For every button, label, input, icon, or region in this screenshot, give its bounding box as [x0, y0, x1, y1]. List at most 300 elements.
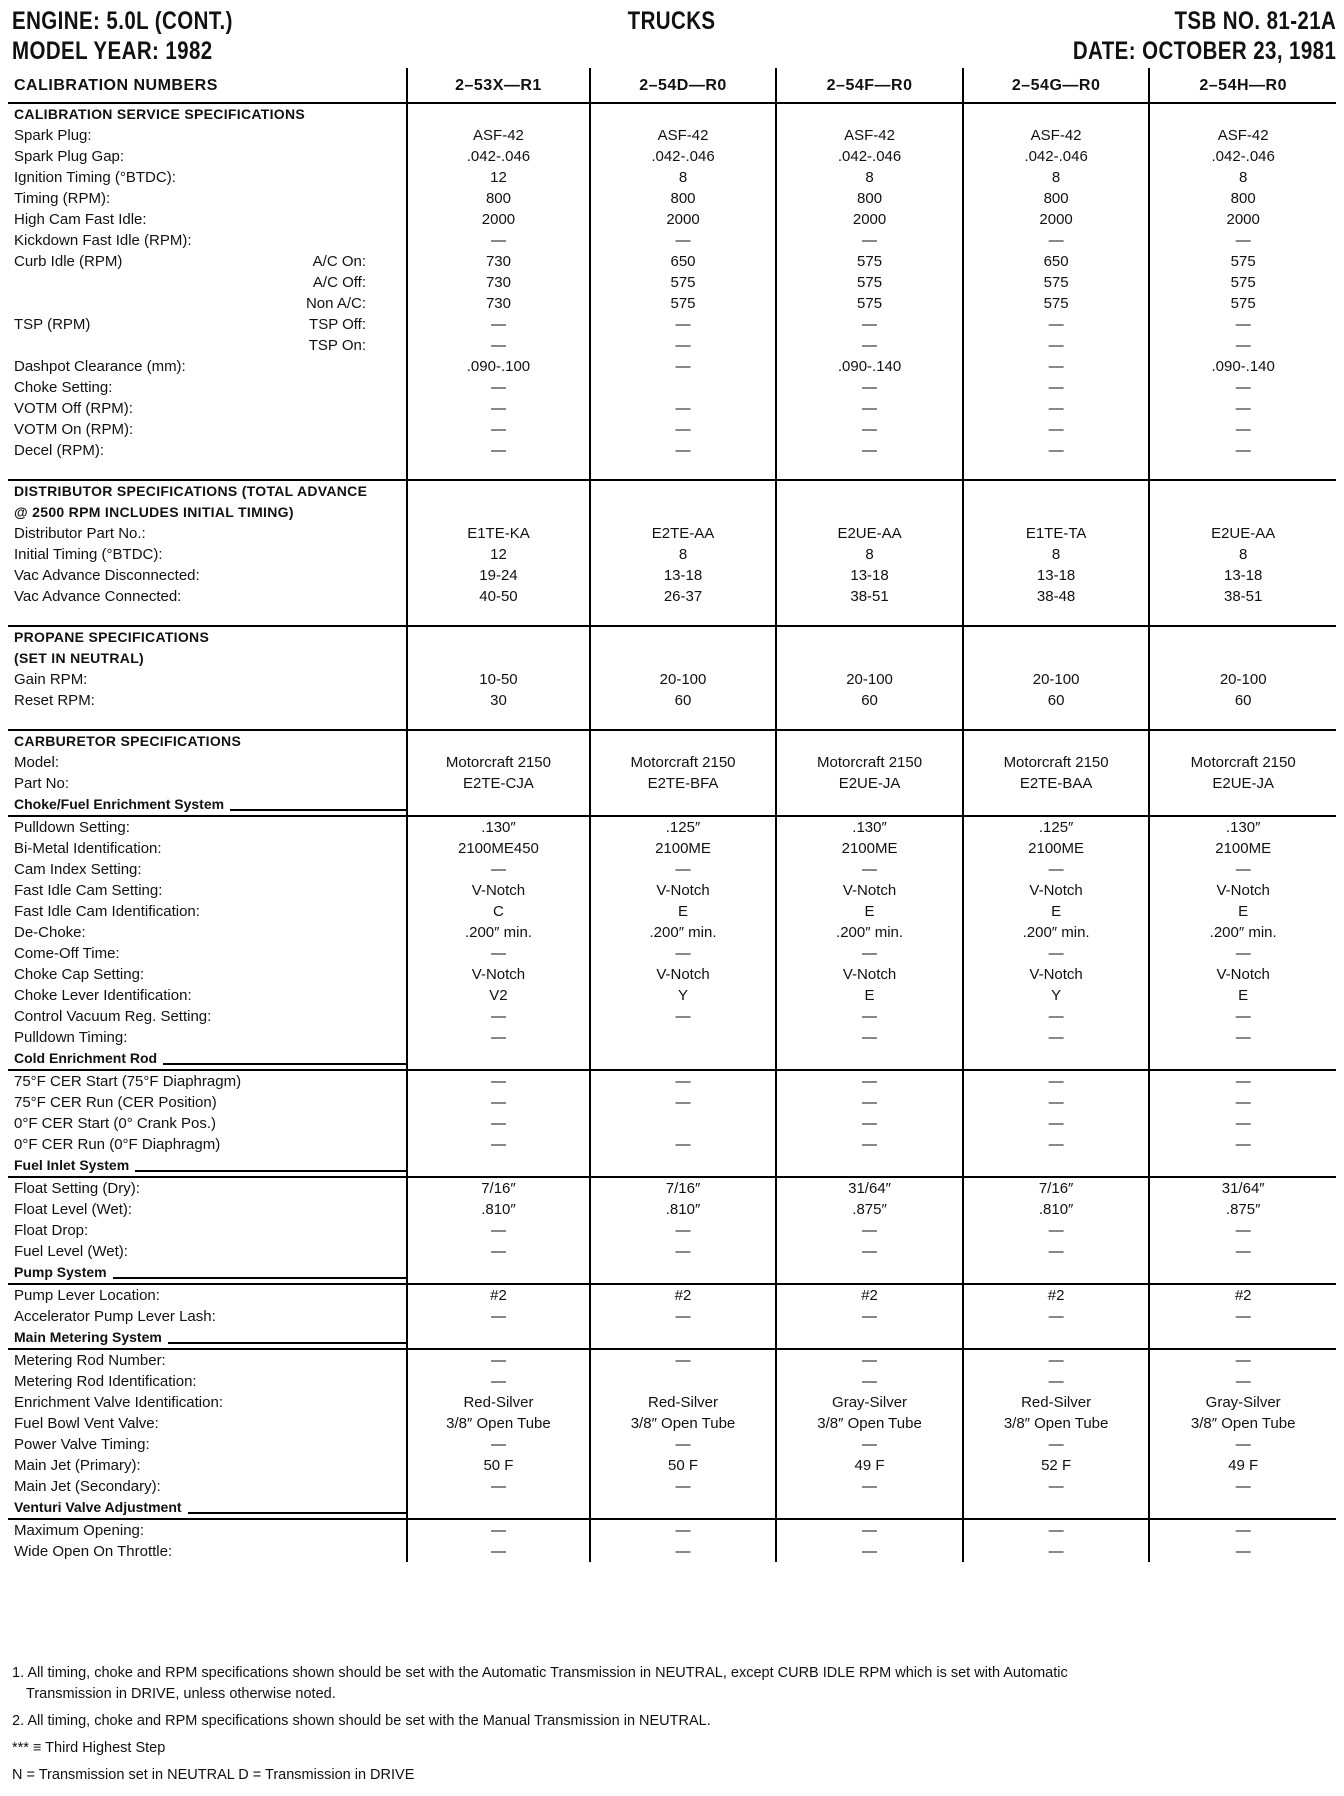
- table-row: [8, 1392, 1336, 1413]
- table-row: [8, 816, 1336, 838]
- spec-value: 2000: [776, 209, 963, 230]
- subsection-cell: [8, 794, 407, 816]
- spec-value: 800: [776, 188, 963, 209]
- spec-value: E: [776, 901, 963, 922]
- spec-label: Ignition Timing (°BTDC):: [14, 169, 176, 186]
- spec-value: 40-50: [407, 586, 590, 607]
- subsection-header-row: [8, 1262, 1336, 1284]
- spec-value: —: [1149, 859, 1336, 880]
- subsection-title: Pump System: [14, 1262, 113, 1283]
- spec-value: 8: [776, 544, 963, 565]
- spec-value: E: [776, 985, 963, 1006]
- spec-value: [590, 1371, 777, 1392]
- spacer-cell: [776, 607, 963, 626]
- spec-value: —: [1149, 1070, 1336, 1092]
- spec-value: —: [407, 1027, 590, 1048]
- spec-value: 2100ME: [590, 838, 777, 859]
- table-row: [8, 838, 1336, 859]
- spec-value: .200″ min.: [1149, 922, 1336, 943]
- spec-label: Come-Off Time:: [14, 945, 120, 962]
- spec-value: 3/8″ Open Tube: [407, 1413, 590, 1434]
- subsection-title: Fuel Inlet System: [14, 1155, 135, 1176]
- spec-label-cell: [8, 377, 407, 398]
- spec-value: —: [590, 1519, 777, 1541]
- spec-value: .042-.046: [963, 146, 1150, 167]
- spec-value: 575: [776, 251, 963, 272]
- spec-value: 60: [590, 690, 777, 711]
- spec-value: —: [963, 1476, 1150, 1497]
- spec-value: —: [963, 1241, 1150, 1262]
- table-row: [8, 1541, 1336, 1562]
- spec-label-cell: [8, 1177, 407, 1199]
- empty-cell: [590, 1497, 777, 1519]
- spec-value: [590, 1113, 777, 1134]
- spec-label: Pump Lever Location:: [14, 1287, 160, 1304]
- empty-cell: [963, 730, 1150, 752]
- spec-value: .200″ min.: [590, 922, 777, 943]
- section-header-row: [8, 626, 1336, 648]
- spec-value: —: [1149, 314, 1336, 335]
- spec-value: —: [407, 1371, 590, 1392]
- empty-cell: [963, 794, 1150, 816]
- spec-value: V-Notch: [590, 880, 777, 901]
- empty-cell: [776, 1155, 963, 1177]
- subsection-header-row: [8, 1327, 1336, 1349]
- spec-value: 13-18: [590, 565, 777, 586]
- spec-label-cell: [8, 586, 407, 607]
- empty-cell: [1149, 626, 1336, 648]
- calibration-numbers-header: CALIBRATION NUMBERS: [14, 76, 218, 94]
- empty-cell: [1149, 1262, 1336, 1284]
- spec-label: High Cam Fast Idle:: [14, 211, 147, 228]
- table-row: [8, 773, 1336, 794]
- spec-value: —: [963, 1070, 1150, 1092]
- spec-value: V-Notch: [776, 964, 963, 985]
- spec-value: —: [590, 1070, 777, 1092]
- spec-label: 75°F CER Start (75°F Diaphragm): [14, 1073, 242, 1090]
- spec-value: —: [407, 1070, 590, 1092]
- spec-value: Gray-Silver: [776, 1392, 963, 1413]
- spec-value: —: [590, 1349, 777, 1371]
- spec-value: —: [590, 335, 777, 356]
- spec-value: Motorcraft 2150: [407, 752, 590, 773]
- spec-label: De-Choke:: [14, 924, 86, 941]
- column-header: 2–54F—R0: [776, 68, 963, 103]
- spec-value: —: [590, 356, 777, 377]
- spec-value: 8: [963, 167, 1150, 188]
- empty-cell: [590, 480, 777, 502]
- table-row: [8, 419, 1336, 440]
- spec-value: —: [407, 1241, 590, 1262]
- spec-value: —: [1149, 335, 1336, 356]
- spec-value: —: [407, 943, 590, 964]
- spec-value: 49 F: [1149, 1455, 1336, 1476]
- spec-value: —: [1149, 377, 1336, 398]
- spec-value: —: [407, 1134, 590, 1155]
- spec-value: V-Notch: [407, 964, 590, 985]
- empty-cell: [963, 648, 1150, 669]
- spec-value: —: [1149, 1006, 1336, 1027]
- spec-value: 60: [963, 690, 1150, 711]
- spec-value: 2000: [590, 209, 777, 230]
- spec-value: —: [590, 1134, 777, 1155]
- spec-value: —: [590, 943, 777, 964]
- spec-label: 0°F CER Start (0° Crank Pos.): [14, 1115, 217, 1132]
- table-row: [8, 314, 1336, 335]
- spec-value: —: [776, 1306, 963, 1327]
- empty-cell: [1149, 1155, 1336, 1177]
- spec-value: —: [776, 1241, 963, 1262]
- footnote-transmission-legend: N = Transmission set in NEUTRAL D = Transmission in DRIVE: [12, 1767, 415, 1783]
- spacer-cell: [407, 607, 590, 626]
- spec-value: ASF-42: [776, 125, 963, 146]
- spec-value: .042-.046: [776, 146, 963, 167]
- spec-label-cell: [8, 440, 407, 461]
- spec-value: 2100ME: [776, 838, 963, 859]
- spec-value: 12: [407, 167, 590, 188]
- spacer-cell: [776, 461, 963, 480]
- document-category: TRUCKS: [628, 7, 716, 35]
- spec-value: 10-50: [407, 669, 590, 690]
- spec-value: —: [590, 1434, 777, 1455]
- spec-label-cell: [8, 1241, 407, 1262]
- spec-value: —: [407, 1349, 590, 1371]
- spec-value: [590, 1027, 777, 1048]
- spec-value: E2UE-JA: [776, 773, 963, 794]
- footnotes: [12, 1663, 1332, 1792]
- empty-cell: [407, 794, 590, 816]
- spec-value: 575: [590, 272, 777, 293]
- spec-value: 20-100: [776, 669, 963, 690]
- spec-value: .125″: [963, 816, 1150, 838]
- spec-label-cell: [8, 1519, 407, 1541]
- spec-sublabel: TSP On:: [308, 337, 366, 354]
- spec-value: V-Notch: [590, 964, 777, 985]
- table-row: [8, 1092, 1336, 1113]
- spec-label-cell: [8, 1006, 407, 1027]
- table-row: [8, 752, 1336, 773]
- table-row: [8, 1434, 1336, 1455]
- spec-value: 730: [407, 251, 590, 272]
- spec-label: 75°F CER Run (CER Position): [14, 1094, 217, 1111]
- spec-label: Pulldown Setting:: [14, 819, 130, 836]
- spec-value: E: [1149, 901, 1336, 922]
- spec-value: E2TE-BAA: [963, 773, 1150, 794]
- spec-label-cell: [8, 1371, 407, 1392]
- spec-value: E: [1149, 985, 1336, 1006]
- spec-value: 30: [407, 690, 590, 711]
- spec-value: .130″: [776, 816, 963, 838]
- footnote-1: [12, 1663, 1332, 1705]
- subsection-header-row: [8, 1155, 1336, 1177]
- spec-label-cell: [8, 1349, 407, 1371]
- spec-value: 8: [1149, 167, 1336, 188]
- table-row: [8, 1070, 1336, 1092]
- spec-value: —: [963, 1306, 1150, 1327]
- empty-cell: [590, 730, 777, 752]
- empty-cell: [407, 648, 590, 669]
- spec-value: E2TE-BFA: [590, 773, 777, 794]
- section-title: PROPANE SPECIFICATIONS: [8, 626, 407, 648]
- spec-value: V2: [407, 985, 590, 1006]
- spec-value: —: [590, 1541, 777, 1562]
- empty-cell: [776, 103, 963, 125]
- spec-label: Power Valve Timing:: [14, 1436, 150, 1453]
- spec-value: —: [963, 1027, 1150, 1048]
- engine-label: ENGINE: 5.0L (CONT.): [12, 7, 233, 35]
- footnote-2: 2. All timing, choke and RPM specifications shown should be set with the Manual Transmission in NEUTRAL.: [12, 1713, 711, 1729]
- table-row: [8, 1455, 1336, 1476]
- spec-value: —: [963, 398, 1150, 419]
- empty-cell: [963, 1262, 1150, 1284]
- spec-value: —: [407, 859, 590, 880]
- spec-value: 38-51: [776, 586, 963, 607]
- spec-label: Float Setting (Dry):: [14, 1180, 140, 1197]
- table-row: [8, 859, 1336, 880]
- spacer-cell: [1149, 461, 1336, 480]
- table-row: [8, 146, 1336, 167]
- empty-cell: [590, 626, 777, 648]
- spec-value: 2100ME: [1149, 838, 1336, 859]
- spec-value: 38-48: [963, 586, 1150, 607]
- spec-label-cell: [8, 1092, 407, 1113]
- table-row: [8, 985, 1336, 1006]
- spec-value: 575: [776, 272, 963, 293]
- table-row: [8, 377, 1336, 398]
- empty-cell: [1149, 648, 1336, 669]
- spec-label: Kickdown Fast Idle (RPM):: [14, 232, 192, 249]
- spec-label-cell: [8, 1476, 407, 1497]
- spec-value: —: [1149, 1092, 1336, 1113]
- table-row: [8, 943, 1336, 964]
- spec-value: 730: [407, 272, 590, 293]
- tsb-number: TSB NO. 81-21A: [1174, 7, 1336, 35]
- spec-label: VOTM On (RPM):: [14, 421, 134, 438]
- spec-value: —: [590, 1220, 777, 1241]
- footnote-third-step: *** ≡ Third Highest Step: [12, 1740, 166, 1756]
- empty-cell: [776, 730, 963, 752]
- spec-value: Red-Silver: [963, 1392, 1150, 1413]
- spec-value: E: [590, 901, 777, 922]
- table-header-row: [8, 68, 1336, 103]
- spec-value: —: [407, 1476, 590, 1497]
- spec-label-cell: [8, 398, 407, 419]
- table-row: [8, 356, 1336, 377]
- spec-value: —: [776, 1092, 963, 1113]
- spec-value: .090-.140: [1149, 356, 1336, 377]
- spec-value: —: [963, 1113, 1150, 1134]
- spec-value: —: [776, 1220, 963, 1241]
- spec-value: V-Notch: [776, 880, 963, 901]
- table-row: [8, 440, 1336, 461]
- empty-cell: [1149, 794, 1336, 816]
- spec-value: —: [590, 440, 777, 461]
- spec-value: —: [963, 859, 1150, 880]
- spec-value: —: [407, 1541, 590, 1562]
- spec-label: Choke Cap Setting:: [14, 966, 145, 983]
- spec-value: E2UE-AA: [1149, 523, 1336, 544]
- table-row: [8, 1027, 1336, 1048]
- header-right: [1073, 6, 1336, 66]
- spec-label-cell: [8, 1134, 407, 1155]
- spec-value: E1TE-TA: [963, 523, 1150, 544]
- spec-value: .042-.046: [1149, 146, 1336, 167]
- spec-value: .090-.100: [407, 356, 590, 377]
- spec-value: .200″ min.: [963, 922, 1150, 943]
- spec-value: —: [1149, 1027, 1336, 1048]
- table-row: [8, 1199, 1336, 1220]
- spec-value: —: [963, 230, 1150, 251]
- spec-label: 0°F CER Run (0°F Diaphragm): [14, 1136, 221, 1153]
- spec-value: Gray-Silver: [1149, 1392, 1336, 1413]
- spec-value: V-Notch: [963, 880, 1150, 901]
- spec-value: Motorcraft 2150: [1149, 752, 1336, 773]
- empty-cell: [776, 480, 963, 502]
- spec-value: 8: [590, 544, 777, 565]
- subsection-title: Cold Enrichment Rod: [14, 1048, 163, 1069]
- spec-sublabel: TSP Off:: [309, 316, 366, 333]
- empty-cell: [963, 626, 1150, 648]
- empty-cell: [776, 648, 963, 669]
- spec-value: 20-100: [590, 669, 777, 690]
- spec-label-cell: [8, 901, 407, 922]
- table-row: [8, 1306, 1336, 1327]
- spec-value: E2TE-CJA: [407, 773, 590, 794]
- empty-cell: [590, 1048, 777, 1070]
- spec-label-cell: [8, 880, 407, 901]
- spec-label: Float Level (Wet):: [14, 1201, 133, 1218]
- spec-value: .200″ min.: [776, 922, 963, 943]
- section-title: CARBURETOR SPECIFICATIONS: [8, 730, 407, 752]
- spec-label: Part No:: [14, 775, 70, 792]
- spec-label: Main Jet (Primary):: [14, 1457, 141, 1474]
- table-row: [8, 1476, 1336, 1497]
- spec-label: Enrichment Valve Identification:: [14, 1394, 223, 1411]
- spec-value: E: [963, 901, 1150, 922]
- table-row: [8, 335, 1336, 356]
- empty-cell: [407, 730, 590, 752]
- spec-value: —: [776, 335, 963, 356]
- spec-label: Reset RPM:: [14, 692, 95, 709]
- spec-value: —: [1149, 943, 1336, 964]
- empty-cell: [407, 480, 590, 502]
- spec-label-cell: [8, 1199, 407, 1220]
- section-title: CALIBRATION SERVICE SPECIFICATIONS: [8, 103, 407, 125]
- spec-label-cell: [8, 1455, 407, 1476]
- spec-value: E1TE-KA: [407, 523, 590, 544]
- spec-label: Accelerator Pump Lever Lash:: [14, 1308, 216, 1325]
- spec-value: 7/16″: [590, 1177, 777, 1199]
- table-row: [8, 209, 1336, 230]
- spec-value: V-Notch: [1149, 880, 1336, 901]
- spec-value: 3/8″ Open Tube: [1149, 1413, 1336, 1434]
- spec-value: —: [1149, 398, 1336, 419]
- empty-cell: [407, 1048, 590, 1070]
- spec-value: 7/16″: [407, 1177, 590, 1199]
- empty-cell: [776, 626, 963, 648]
- spec-value: —: [963, 1519, 1150, 1541]
- spec-label: Distributor Part No.:: [14, 525, 146, 542]
- spec-value: —: [1149, 1306, 1336, 1327]
- spec-value: —: [963, 1134, 1150, 1155]
- empty-cell: [963, 502, 1150, 523]
- spec-label-cell: [8, 293, 407, 314]
- spec-value: #2: [776, 1284, 963, 1306]
- table-row: [8, 586, 1336, 607]
- section-header-row: [8, 480, 1336, 502]
- subsection-cell: [8, 1327, 407, 1349]
- spec-label: Model:: [14, 754, 60, 771]
- subsection-cell: [8, 1262, 407, 1284]
- spec-label: Fuel Level (Wet):: [14, 1243, 128, 1260]
- spec-value: 800: [407, 188, 590, 209]
- spec-value: —: [776, 1519, 963, 1541]
- spec-label-cell: [8, 1306, 407, 1327]
- spec-label: Decel (RPM):: [14, 442, 105, 459]
- spacer-cell: [8, 711, 407, 730]
- table-row: [8, 901, 1336, 922]
- empty-cell: [963, 480, 1150, 502]
- spec-value: 800: [590, 188, 777, 209]
- spacer-row: [8, 711, 1336, 730]
- spec-value: 730: [407, 293, 590, 314]
- empty-cell: [776, 1262, 963, 1284]
- spec-label-cell: [8, 964, 407, 985]
- spec-sublabel: A/C On:: [312, 253, 366, 270]
- spec-value: —: [963, 1541, 1150, 1562]
- spec-value: —: [590, 419, 777, 440]
- empty-cell: [407, 1327, 590, 1349]
- spec-sublabel: Non A/C:: [305, 295, 366, 312]
- table-row: [8, 1006, 1336, 1027]
- spec-value: —: [776, 1113, 963, 1134]
- spec-value: .130″: [1149, 816, 1336, 838]
- empty-cell: [590, 1155, 777, 1177]
- spec-value: .090-.140: [776, 356, 963, 377]
- empty-cell: [1149, 1497, 1336, 1519]
- spec-value: —: [590, 230, 777, 251]
- section-header-row: [8, 103, 1336, 125]
- spec-value: 650: [963, 251, 1150, 272]
- spec-label: VOTM Off (RPM):: [14, 400, 133, 417]
- spacer-cell: [1149, 711, 1336, 730]
- spec-label-cell: [8, 272, 407, 293]
- spec-label: Curb Idle (RPM): [14, 253, 123, 270]
- spec-value: Motorcraft 2150: [590, 752, 777, 773]
- spec-value: —: [963, 440, 1150, 461]
- table-row: [8, 293, 1336, 314]
- spec-value: 60: [1149, 690, 1336, 711]
- spec-label-cell: [8, 1392, 407, 1413]
- spec-label-cell: [8, 523, 407, 544]
- spec-label-cell: [8, 773, 407, 794]
- spec-value: 2100ME450: [407, 838, 590, 859]
- spec-value: #2: [590, 1284, 777, 1306]
- spec-label-cell: [8, 859, 407, 880]
- spec-label-cell: [8, 943, 407, 964]
- spec-value: —: [407, 314, 590, 335]
- spec-label-cell: [8, 146, 407, 167]
- footnote-1-line-1: 1. All timing, choke and RPM specifications shown should be set with the Automatic Transmission in NEUTRAL, except CURB IDLE RPM which is set with Automatic: [12, 1665, 1068, 1681]
- spec-value: .042-.046: [407, 146, 590, 167]
- spec-value: —: [407, 1519, 590, 1541]
- spec-label-cell: [8, 752, 407, 773]
- section-title: (SET IN NEUTRAL): [14, 650, 145, 666]
- spec-label: TSP (RPM): [14, 316, 91, 333]
- spacer-cell: [407, 711, 590, 730]
- spec-label-cell: [8, 314, 407, 335]
- spec-value: E2UE-AA: [776, 523, 963, 544]
